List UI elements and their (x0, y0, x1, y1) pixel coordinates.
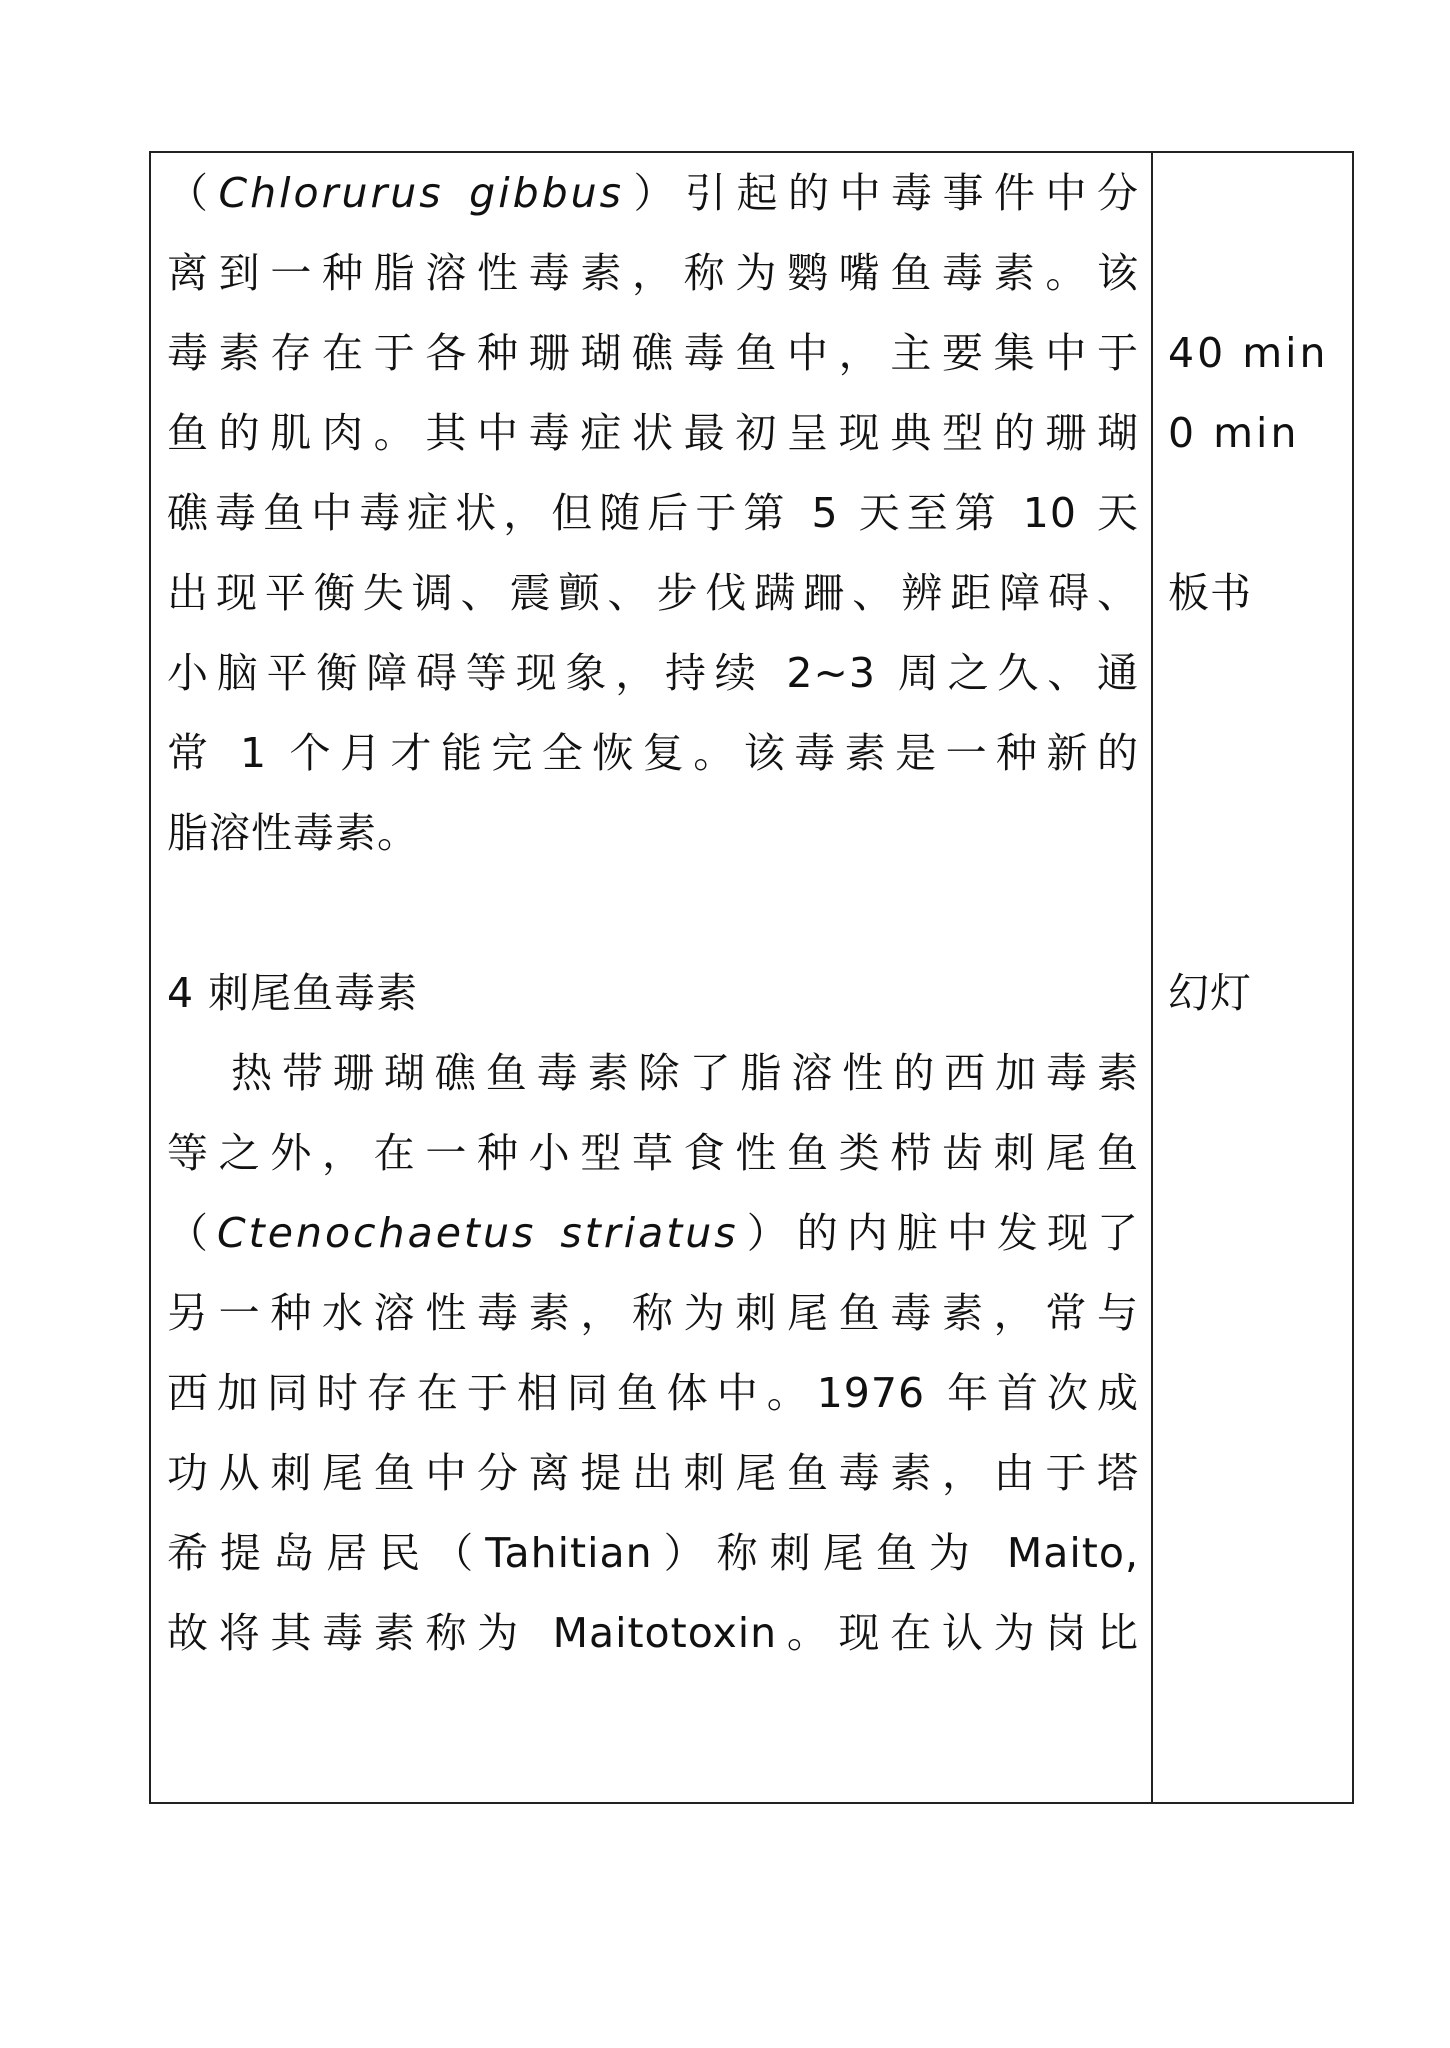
text-line: 另一种水溶性毒素，称为刺尾鱼毒素，常与 (167, 1289, 1139, 1337)
teaching-method: 板书 (1168, 569, 1252, 617)
text-line: 西加同时存在于相同鱼体中。1976 年首次成 (167, 1369, 1139, 1417)
time-allocation: 40 min (1168, 329, 1329, 377)
species-name: Chlorurus gibbus (218, 169, 624, 217)
lesson-table (149, 151, 1354, 1804)
column-divider (1151, 153, 1153, 1802)
text-line: 常 1 个月才能完全恢复。该毒素是一种新的 (167, 729, 1139, 777)
text-line: 脂溶性毒素。 (167, 809, 419, 857)
text-line: 毒素存在于各种珊瑚礁毒鱼中，主要集中于 (167, 329, 1139, 377)
text-line: 等之外，在一种小型草食性鱼类栉齿刺尾鱼 (167, 1129, 1139, 1177)
text-line: 希提岛居民（Tahitian）称刺尾鱼为 Maito, (167, 1529, 1139, 1577)
text-line: 离到一种脂溶性毒素，称为鹦嘴鱼毒素。该 (167, 249, 1139, 297)
species-name: Ctenochaetus striatus (217, 1209, 739, 1257)
text-line: 热带珊瑚礁鱼毒素除了脂溶性的西加毒素 (231, 1049, 1139, 1097)
text-line: 故将其毒素称为 Maitotoxin。现在认为岗比 (167, 1609, 1139, 1657)
time-allocation: 0 min (1168, 409, 1300, 457)
text-line: （Ctenochaetus striatus）的内脏中发现了 (167, 1209, 1139, 1257)
text-line: 鱼的肌肉。其中毒症状最初呈现典型的珊瑚 (167, 409, 1139, 457)
text-line: 功从刺尾鱼中分离提出刺尾鱼毒素，由于塔 (167, 1449, 1139, 1497)
text-line: 礁毒鱼中毒症状，但随后于第 5 天至第 10 天 (167, 489, 1139, 537)
text-line: 出现平衡失调、震颤、步伐蹒跚、辨距障碍、 (167, 569, 1139, 617)
section-heading: 4 刺尾鱼毒素 (167, 969, 419, 1017)
text-line: 小脑平衡障碍等现象，持续 2~3 周之久、通 (167, 649, 1139, 697)
teaching-method: 幻灯 (1168, 969, 1252, 1017)
text-line: （Chlorurus gibbus）引起的中毒事件中分 (167, 169, 1139, 217)
